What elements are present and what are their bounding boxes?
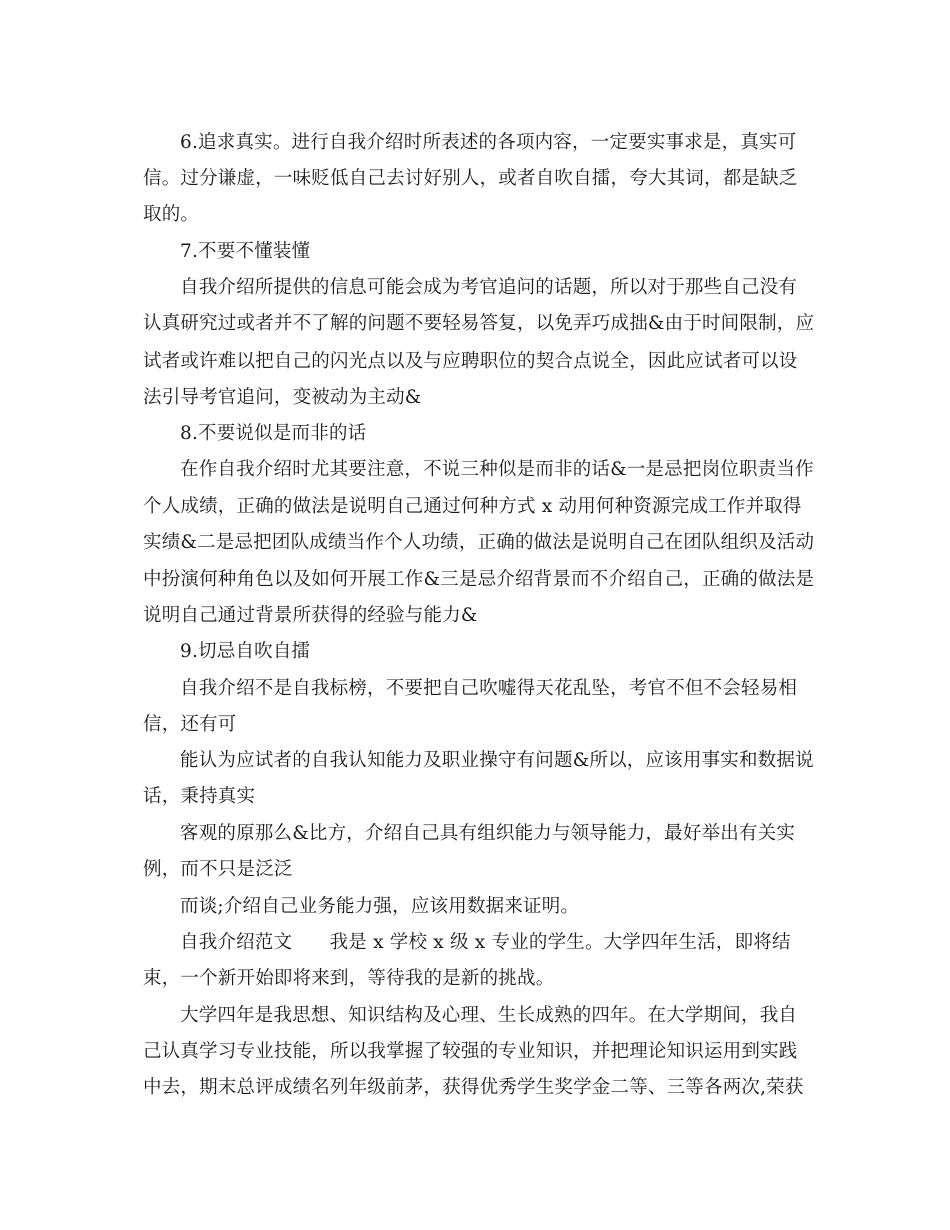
text-line: 话，秉持真实: [143, 786, 256, 807]
text-line: 例，而不只是泛泛: [143, 859, 293, 880]
text-line: 中去，期末总评成绩名列年级前茅，获得优秀学生奖学金二等、三等各两次,荣获: [143, 1077, 804, 1098]
text-line: 自我介绍范文 我是 x 学校 x 级 x 专业的学生。大学四年生活，即将结: [180, 932, 791, 953]
section-heading: 9.切忌自吹自擂: [180, 641, 311, 662]
text-line: 取的。: [143, 204, 200, 225]
text-line: 信，还有可: [143, 714, 237, 735]
text-line: 6.追求真实。进行自我介绍时所表述的各项内容，一定要实事求是，真实可: [180, 132, 797, 153]
text-line: 信。过分谦虚，一味贬低自己去讨好别人，或者自吹自擂，夸大其词，都是缺乏: [143, 168, 798, 189]
text-line: 认真研究过或者并不了解的问题不要轻易答复，以免弄巧成拙&由于时间限制，应: [143, 313, 815, 334]
section-heading: 7.不要不懂装懂: [180, 241, 311, 262]
text-line: 自我介绍不是自我标榜，不要把自己吹嘘得天花乱坠，考官不但不会轻易相: [180, 678, 798, 699]
text-line: 自我介绍所提供的信息可能会成为考官追问的话题，所以对于那些自己没有: [180, 277, 798, 298]
text-line: 法引导考官追问，变被动为主动&: [143, 387, 422, 408]
text-line: 中扮演何种角色以及如何开展工作&三是忌介绍背景而不介绍自己，正确的做法是: [143, 569, 815, 590]
text-line: 在作自我介绍时尤其要注意，不说三种似是而非的话&一是忌把岗位职责当作: [180, 459, 814, 480]
section-heading: 8.不要说似是而非的话: [180, 423, 367, 444]
text-line: 客观的原那么&比方，介绍自己具有组织能力与领导能力，最好举出有关实: [180, 823, 796, 844]
text-line: 实绩&二是忌把团队成绩当作个人功绩，正确的做法是说明自己在团队组织及活动: [143, 532, 815, 553]
text-line: 能认为应试者的自我认知能力及职业操守有问题&所以，应该用事实和数据说: [180, 750, 814, 771]
text-line: 大学四年是我思想、知识结构及心理、生长成熟的四年。在大学期间，我自: [180, 1005, 798, 1026]
text-line: 个人成绩，正确的做法是说明自己通过何种方式 x 动用何种资源完成工作并取得: [143, 496, 802, 517]
text-line: 己认真学习专业技能，所以我掌握了较强的专业知识，并把理论知识运用到实践: [143, 1041, 798, 1062]
text-line: 说明自己通过背景所获得的经验与能力&: [143, 605, 478, 626]
text-line: 而谈;介绍自己业务能力强，应该用数据来证明。: [180, 896, 580, 917]
text-line: 试者或许难以把自己的闪光点以及与应聘职位的契合点说全，因此应试者可以设: [143, 351, 798, 372]
text-line: 束，一个新开始即将来到，等待我的是新的挑战。: [143, 968, 555, 989]
